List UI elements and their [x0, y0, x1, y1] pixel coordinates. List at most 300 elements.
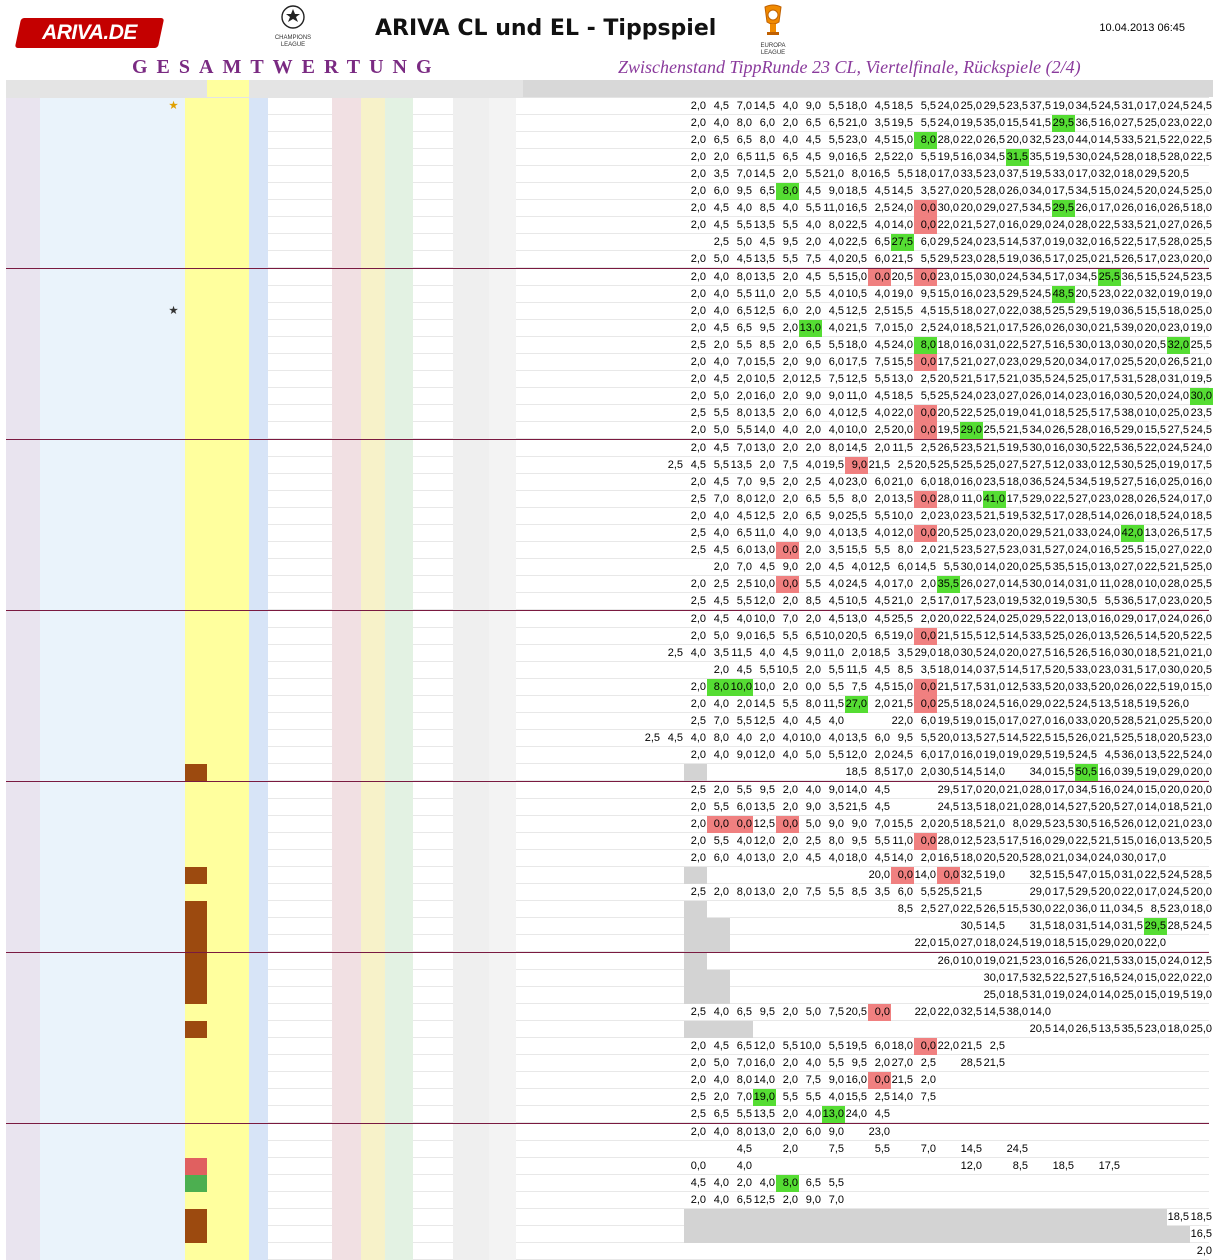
table-row[interactable]: [6, 115, 1212, 132]
player-name[interactable]: [40, 953, 185, 970]
column-header-sw[interactable]: [185, 80, 207, 97]
player-name[interactable]: [40, 901, 185, 918]
table-row[interactable]: [6, 816, 1212, 833]
t-value: [268, 217, 294, 234]
t-value: [268, 1209, 294, 1226]
round-value: 5,5: [736, 784, 752, 796]
round-value: 30,0: [1075, 151, 1097, 163]
round-value: 15,0: [1144, 955, 1166, 967]
player-name[interactable]: [40, 593, 185, 610]
table-row[interactable]: [6, 1175, 1209, 1192]
round-value: 24,5: [1190, 424, 1212, 436]
round-value: [753, 970, 776, 987]
column-header-pel[interactable]: [489, 80, 516, 97]
player-name[interactable]: [40, 1021, 185, 1038]
player-name[interactable]: [40, 251, 185, 268]
player-name[interactable]: [40, 730, 185, 747]
round-value: 2,0: [690, 749, 706, 761]
t-value: [268, 662, 294, 679]
column-header-tdz[interactable]: [332, 80, 361, 97]
table-row[interactable]: [6, 405, 1212, 422]
round-value: 10,0: [960, 955, 982, 967]
table-row[interactable]: [6, 799, 1212, 816]
player-name[interactable]: [40, 833, 185, 850]
round-value: 13,0: [753, 852, 775, 864]
player-name[interactable]: [40, 371, 185, 388]
player-name[interactable]: [40, 1141, 185, 1158]
round-value: 30,0: [1121, 852, 1143, 864]
round-header[interactable]: [1052, 80, 1075, 97]
round-value: 2,0: [782, 493, 798, 505]
player-name[interactable]: [40, 354, 185, 371]
round-value: [707, 1158, 730, 1175]
round-value: 24,0: [960, 236, 982, 248]
table-row[interactable]: [6, 953, 1212, 970]
round-header[interactable]: [707, 80, 730, 97]
table-row[interactable]: [6, 354, 1212, 371]
round-value: 2,0: [782, 801, 798, 813]
round-value: 22,5: [1098, 219, 1120, 231]
table-row[interactable]: [6, 320, 1212, 337]
round-header[interactable]: [845, 80, 868, 97]
player-name[interactable]: [40, 1158, 185, 1175]
ts-value: [413, 1158, 433, 1175]
round-value: 19,5: [1006, 595, 1028, 607]
rank-old: [23, 149, 40, 166]
gp-value: [207, 525, 249, 542]
column-header-t[interactable]: [268, 80, 294, 97]
player-name[interactable]: [40, 422, 185, 439]
round-header[interactable]: [569, 80, 592, 97]
round-header[interactable]: [592, 80, 615, 97]
table-row[interactable]: [6, 542, 1212, 559]
table-row[interactable]: [6, 970, 1212, 987]
player-name[interactable]: [40, 1089, 185, 1106]
etf-value: [361, 251, 385, 268]
player-name[interactable]: [40, 388, 185, 405]
table-row[interactable]: [6, 1141, 1209, 1158]
table-row[interactable]: [6, 132, 1212, 149]
table-row[interactable]: [6, 1072, 1209, 1089]
sw-value: [185, 970, 207, 987]
player-name[interactable]: [40, 1072, 185, 1089]
player-name[interactable]: [40, 1209, 185, 1226]
round-header[interactable]: [615, 80, 638, 97]
table-row[interactable]: [6, 457, 1212, 474]
round-value: 22,5: [845, 236, 867, 248]
player-name[interactable]: [40, 149, 185, 166]
round-value: 6,5: [736, 1194, 752, 1206]
round-value: 17,5: [1029, 664, 1051, 676]
round-value: [1029, 1158, 1052, 1175]
player-name[interactable]: [40, 200, 185, 217]
table-row[interactable]: [6, 901, 1212, 918]
player-name[interactable]: [40, 782, 185, 799]
player-name[interactable]: [40, 987, 185, 1004]
table-row[interactable]: [6, 474, 1212, 491]
column-header-qpt[interactable]: [294, 80, 332, 97]
np-value: [433, 183, 453, 200]
table-row[interactable]: [6, 1021, 1212, 1038]
round-value: 7,5: [805, 253, 821, 265]
ts-value: [413, 405, 433, 422]
pcl-value: [453, 217, 489, 234]
table-row[interactable]: [6, 1243, 1212, 1260]
table-row[interactable]: [6, 286, 1212, 303]
column-header-alt[interactable]: [23, 80, 40, 97]
round-value: 2,0: [782, 1108, 798, 1120]
table-row[interactable]: [6, 1192, 1209, 1209]
round-value: [1006, 884, 1029, 901]
table-row[interactable]: [6, 884, 1212, 901]
table-row[interactable]: [6, 269, 1212, 286]
table-row[interactable]: [6, 782, 1212, 799]
round-header[interactable]: [937, 80, 960, 97]
player-name[interactable]: [40, 132, 185, 149]
t-value: [268, 764, 294, 781]
round-value: 5,5: [920, 390, 936, 402]
table-row[interactable]: [6, 593, 1212, 610]
player-name[interactable]: [40, 645, 185, 662]
round-value: 5,0: [713, 630, 729, 642]
table-row[interactable]: [6, 422, 1212, 439]
round-value: 5,0: [736, 236, 752, 248]
round-header[interactable]: [1006, 80, 1029, 97]
player-name[interactable]: [40, 1124, 185, 1141]
round-header[interactable]: [1190, 80, 1213, 97]
round-value: 2,0: [874, 698, 890, 710]
table-row[interactable]: [6, 388, 1212, 405]
column-header-pcl[interactable]: [453, 80, 489, 97]
player-name[interactable]: [40, 970, 185, 987]
player-name[interactable]: [40, 286, 185, 303]
round-value: [776, 1021, 799, 1038]
round-value: 0,0: [868, 1004, 891, 1021]
round-header[interactable]: [960, 80, 983, 97]
round-value: [845, 867, 868, 884]
round-header[interactable]: [523, 80, 546, 97]
round-header[interactable]: [868, 80, 891, 97]
player-name[interactable]: [40, 1038, 185, 1055]
player-name[interactable]: [40, 764, 185, 781]
table-row[interactable]: [6, 833, 1212, 850]
round-value: 20,5: [937, 407, 959, 419]
table-row[interactable]: [6, 850, 1209, 867]
round-value: 2,5: [805, 835, 821, 847]
player-name[interactable]: [40, 115, 185, 132]
round-header[interactable]: [799, 80, 822, 97]
player-name[interactable]: [40, 850, 185, 867]
etf-value: [361, 132, 385, 149]
round-header[interactable]: [822, 80, 845, 97]
player-name[interactable]: [40, 1175, 185, 1192]
ts-value: [413, 474, 433, 491]
round-value: 2,0: [874, 1057, 890, 1069]
round-value: 5,0: [713, 1057, 729, 1069]
round-value: 30,0: [1029, 442, 1051, 454]
column-header-name[interactable]: [40, 80, 185, 97]
round-value: 4,0: [874, 288, 890, 300]
player-name[interactable]: [40, 918, 185, 935]
player-name[interactable]: [40, 713, 185, 730]
table-row[interactable]: [6, 1209, 1212, 1226]
player-name[interactable]: [40, 269, 185, 286]
np-value: [433, 1226, 453, 1243]
table-row[interactable]: [6, 234, 1212, 251]
player-name[interactable]: [40, 217, 185, 234]
table-row[interactable]: [6, 303, 1212, 320]
table-row[interactable]: [6, 166, 1209, 183]
player-name[interactable]: [40, 1226, 185, 1243]
table-row[interactable]: [6, 525, 1212, 542]
player-name[interactable]: [40, 696, 185, 713]
round-value: 8,5: [759, 202, 775, 214]
round-value: 16,0: [960, 288, 982, 300]
table-row[interactable]: [6, 1226, 1212, 1243]
player-name[interactable]: [40, 935, 185, 952]
player-name[interactable]: [40, 1004, 185, 1021]
round-value: 34,5: [1121, 903, 1143, 915]
player-name[interactable]: [40, 816, 185, 833]
player-name[interactable]: [40, 183, 185, 200]
player-name[interactable]: [40, 1192, 185, 1209]
table-row[interactable]: [6, 764, 1212, 781]
round-value: 27,5: [1029, 339, 1051, 351]
round-value: 27,0: [1167, 219, 1189, 231]
player-name[interactable]: [40, 98, 185, 115]
player-name[interactable]: [40, 662, 185, 679]
table-row[interactable]: [6, 576, 1212, 593]
np-value: [433, 1021, 453, 1038]
round-value: 14,0: [1052, 578, 1074, 590]
rank-new: [6, 1209, 23, 1226]
player-name[interactable]: [40, 884, 185, 901]
round-header[interactable]: [983, 80, 1006, 97]
ariva-logo[interactable]: [15, 18, 164, 48]
t-value: [268, 901, 294, 918]
round-value: 27,5: [1029, 647, 1051, 659]
player-name[interactable]: [40, 166, 185, 183]
player-name[interactable]: [40, 491, 185, 508]
etf-value: [361, 576, 385, 593]
round-header[interactable]: [661, 80, 684, 97]
round-value: 8,5: [897, 903, 913, 915]
round-header[interactable]: [684, 80, 707, 97]
round-value: [822, 1158, 845, 1175]
player-name[interactable]: [40, 303, 185, 320]
table-row[interactable]: [6, 918, 1212, 935]
table-row[interactable]: [6, 98, 1212, 115]
tdz-value: [332, 662, 361, 679]
rank-new: [6, 98, 23, 115]
player-name[interactable]: [40, 867, 185, 884]
player-name[interactable]: [40, 559, 185, 576]
round-value: 2,0: [690, 288, 706, 300]
table-row[interactable]: [6, 713, 1212, 730]
round-header[interactable]: [1144, 80, 1167, 97]
rank-old: [23, 1072, 40, 1089]
player-name[interactable]: [40, 337, 185, 354]
round-value: [1006, 918, 1029, 935]
player-name[interactable]: [40, 1106, 185, 1123]
table-row[interactable]: [6, 1106, 1209, 1123]
table-row[interactable]: [6, 200, 1212, 217]
round-header[interactable]: [730, 80, 753, 97]
column-header-gp[interactable]: [207, 80, 249, 97]
rank-old: [23, 953, 40, 970]
sw-value: [185, 696, 207, 713]
round-value: 27,0: [1052, 544, 1074, 556]
gp-value: [207, 696, 249, 713]
table-row[interactable]: [6, 149, 1212, 166]
table-row[interactable]: [6, 1055, 1209, 1072]
round-header[interactable]: [638, 80, 661, 97]
t-value: [268, 782, 294, 799]
round-value: 2,5: [667, 459, 683, 471]
table-row[interactable]: [6, 251, 1212, 268]
round-value: [1006, 867, 1029, 884]
sw-value: [185, 611, 207, 628]
np-value: [433, 422, 453, 439]
gp-value: [207, 747, 249, 764]
player-name[interactable]: [40, 234, 185, 251]
table-row[interactable]: [6, 645, 1212, 662]
pel-value: [489, 576, 516, 593]
column-header-c[interactable]: [166, 80, 185, 97]
table-row[interactable]: [6, 371, 1212, 388]
round-value: 2,5: [690, 1006, 706, 1018]
column-header-neu[interactable]: [6, 80, 23, 97]
player-name[interactable]: [40, 611, 185, 628]
round-value: 22,5: [1075, 835, 1097, 847]
column-header-etf[interactable]: [361, 80, 385, 97]
round-value: 31,5: [1029, 920, 1051, 932]
table-row[interactable]: [6, 1004, 1209, 1021]
table-row[interactable]: [6, 508, 1212, 525]
round-value: 26,5: [1052, 424, 1074, 436]
table-row[interactable]: [6, 1158, 1209, 1175]
table-row[interactable]: [6, 747, 1212, 764]
player-name[interactable]: [40, 457, 185, 474]
round-value: 4,5: [713, 1040, 729, 1052]
table-row[interactable]: [6, 611, 1212, 628]
round-value: 15,0: [891, 681, 913, 693]
table-row[interactable]: [6, 1124, 1209, 1141]
table-row[interactable]: [6, 183, 1212, 200]
column-header-np[interactable]: [433, 80, 453, 97]
round-value: 19,0: [1167, 288, 1189, 300]
round-value: 7,5: [805, 886, 821, 898]
table-row[interactable]: [6, 440, 1212, 457]
round-header[interactable]: [1075, 80, 1098, 97]
player-name[interactable]: [40, 747, 185, 764]
table-row[interactable]: [6, 730, 1212, 747]
table-row[interactable]: [6, 491, 1212, 508]
round-header[interactable]: [1167, 80, 1190, 97]
round-header[interactable]: [1121, 80, 1144, 97]
round-value: [730, 987, 753, 1004]
table-row[interactable]: [6, 696, 1209, 713]
player-name[interactable]: [40, 679, 185, 696]
column-header-ts[interactable]: [413, 80, 433, 97]
t-value: [268, 1226, 294, 1243]
table-row[interactable]: [6, 559, 1212, 576]
rank-new: [6, 782, 23, 799]
player-name[interactable]: [40, 525, 185, 542]
gp-value: [207, 388, 249, 405]
tdz-value: [332, 1158, 361, 1175]
round-value: [776, 867, 799, 884]
player-name[interactable]: [40, 405, 185, 422]
round-value: 32,0: [1167, 337, 1190, 354]
table-row[interactable]: [6, 1089, 1209, 1106]
column-header-tdf[interactable]: [385, 80, 413, 97]
column-header-tr[interactable]: [249, 80, 268, 97]
round-value: [891, 782, 914, 799]
round-value: 25,5: [845, 510, 867, 522]
rank-old: [23, 269, 40, 286]
round-value: 5,5: [828, 271, 844, 283]
round-value: 21,0: [1052, 852, 1074, 864]
player-name[interactable]: [40, 576, 185, 593]
round-value: 29,5: [1029, 613, 1051, 625]
player-name[interactable]: [40, 440, 185, 457]
rank-new: [6, 867, 23, 884]
round-value: 15,0: [1144, 972, 1166, 984]
round-value: 19,5: [1052, 749, 1074, 761]
table-row[interactable]: [6, 935, 1209, 952]
table-row[interactable]: [6, 679, 1212, 696]
round-value: 30,0: [1121, 647, 1143, 659]
table-row[interactable]: [6, 867, 1212, 884]
round-header[interactable]: [1098, 80, 1121, 97]
ts-value: [413, 166, 433, 183]
champions-league-ball-icon: [280, 4, 306, 30]
player-name[interactable]: [40, 508, 185, 525]
player-name[interactable]: [40, 320, 185, 337]
round-header[interactable]: [776, 80, 799, 97]
player-name[interactable]: [40, 474, 185, 491]
np-value: [433, 850, 453, 867]
table-row[interactable]: [6, 217, 1212, 234]
player-name[interactable]: [40, 1055, 185, 1072]
round-value: 4,0: [713, 510, 729, 522]
sw-value: [185, 1004, 207, 1021]
round-value: 5,5: [920, 886, 936, 898]
np-value: [433, 867, 453, 884]
round-header[interactable]: [753, 80, 776, 97]
t-value: [268, 525, 294, 542]
round-header[interactable]: [546, 80, 569, 97]
player-name[interactable]: [40, 1243, 185, 1260]
round-value: [776, 953, 799, 970]
round-value: 5,5: [828, 664, 844, 676]
table-row[interactable]: [6, 987, 1212, 1004]
round-value: 13,5: [730, 459, 752, 471]
table-row[interactable]: [6, 662, 1212, 679]
round-header[interactable]: [1029, 80, 1052, 97]
pcl-value: [453, 251, 489, 268]
round-value: 12,5: [753, 305, 775, 317]
table-row[interactable]: [6, 628, 1212, 645]
table-row[interactable]: [6, 1038, 1209, 1055]
player-name[interactable]: [40, 799, 185, 816]
player-name[interactable]: [40, 628, 185, 645]
round-header[interactable]: [891, 80, 914, 97]
player-name[interactable]: [40, 542, 185, 559]
table-row[interactable]: [6, 337, 1212, 354]
round-header[interactable]: [914, 80, 937, 97]
